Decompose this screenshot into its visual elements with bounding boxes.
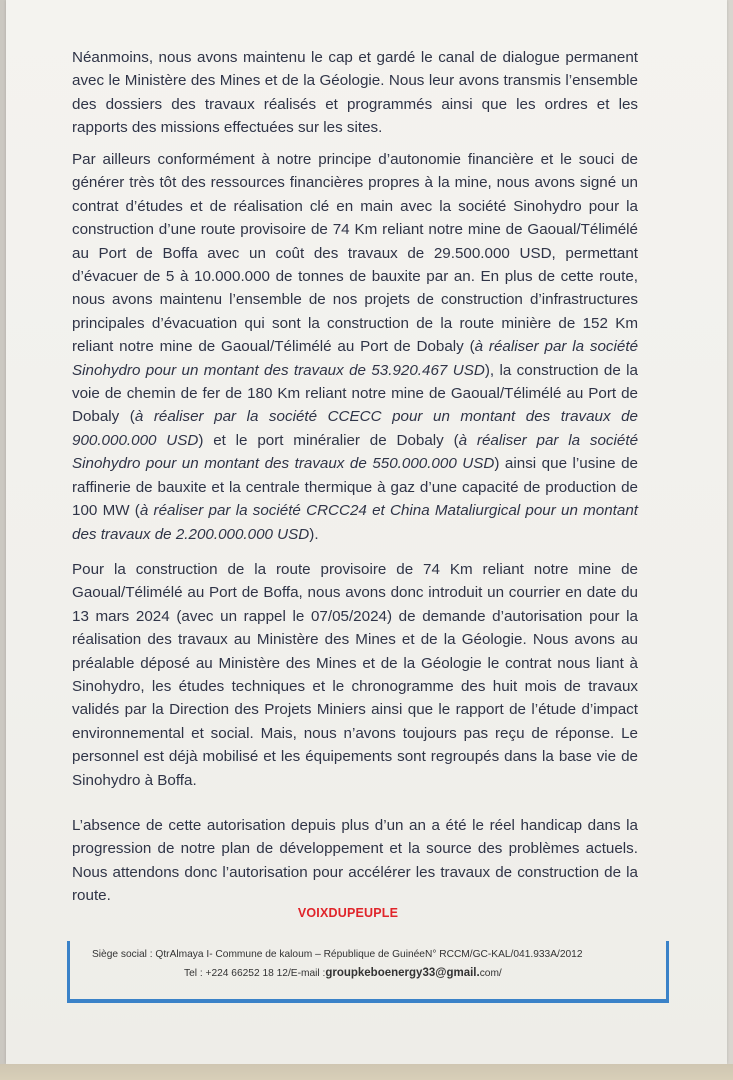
paragraph-projects-text-e: ).: [309, 525, 319, 543]
paragraph-projects-text-a: Par ailleurs conformément à notre principe d’autonomie financière et le souci de générer très tôt des ressources financières propres à la mine, nous avons signé un contrat d’études et de réalisation clé en main avec la société Sinohydro pour la construction d’une route provisoire de 74 Km reliant notre mine de Gaoual/Télimélé au Port de Boffa avec un coût des travaux de 29.500.000 USD, permettant d’évacuer de 5 à 10.000.000 de tonnes de bauxite par an. En plus de cette route, nous avons maintenu l’ensemble de nos projets de construction d’infrastructures principales d’évacuation qui sont la construction de la route minière de 152 Km reliant notre mine de Gaoual/Télimélé au Port de Dobaly (: [72, 151, 638, 356]
footer-contact: [184, 967, 502, 979]
paragraph-projects-italic-1: à réaliser par la société Sinohydro pour un montant des travaux de 53.920.467 USD: [72, 338, 639, 379]
footer-email-suffix: com/: [479, 968, 502, 979]
paragraph-authorization-request: Pour la construction de la route provisoire de 74 Km reliant notre mine de Gaoual/Télimélé au Port de Boffa, nous avons donc introduit un courrier en date du 13 mars 2024 (avec un rappel le 07/05/2024) de demande d’autorisation pour la réalisation des travaux au Ministère des Mines et de la Géologie. Nous avons au préalable déposé au Ministère des Mines et de la Géologie le contrat nous liant à Sinohydro, les études techniques et le chronogramme des huit mois de travaux validés par la Direction des Projets Miniers ainsi que le rapport de l’étude d’impact environnemental et social. Mais, nous n’avons toujours pas reçu de réponse. Le personnel est déjà mobilisé et les équipements sont regroupés dans la base vie de Sinohydro à Boffa.: [72, 561, 638, 789]
paragraph-projects-text-c: ) et le port minéralier de Dobaly (: [198, 431, 459, 449]
paragraph-projects-text-b: ), la construction de la voie de chemin de fer de 180 Km reliant notre mine de Gaoual/Télimélé au Port de Dobaly (: [72, 361, 639, 426]
paragraph-dialogue: Néanmoins, nous avons maintenu le cap et gardé le canal de dialogue permanent avec le Ministère des Mines et de la Géologie. Nous leur avons transmis l’ensemble des dossiers des travaux réalisés et programmés ainsi que les ordres et les rapports des missions effectuées sur les sites.: [72, 49, 638, 137]
footer-address: Siège social : QtrAlmaya I- Commune de kaloum – République de GuinéeN° RCCM/GC-KAL/041.933A/2012: [92, 949, 583, 960]
paragraph-projects: [72, 148, 638, 546]
footer-phone: Tel : +224 66252 18 12/E-mail :: [184, 968, 326, 979]
paragraph-projects-italic-3: à réaliser par la société Sinohydro pour un montant des travaux de 550.000.000 USD: [72, 431, 639, 473]
watermark-source: VOIXDUPEUPLE: [297, 906, 399, 920]
table-surface: [0, 1064, 733, 1080]
paragraph-projects-italic-4: à réaliser par la société CRCC24 et China Mataliurgical pour un montant des travaux de 2.200.000.000 USD: [72, 502, 638, 543]
letterhead-footer: [67, 941, 669, 1003]
paragraph-conclusion: L’absence de cette autorisation depuis plus d’un an a été le réel handicap dans la progression de notre plan de développement et la source des problèmes actuels. Nous attendons donc l’autorisation pour accélérer les travaux de construction de la route.: [72, 817, 638, 905]
paragraph-projects-italic-2: à réaliser par la société CCECC pour un montant des travaux de 900.000.000 USD: [72, 408, 639, 449]
paragraph-projects-text-d: ) ainsi que l’usine de raffinerie de bauxite et la centrale thermique à gaz d’une capacité de production de 100 MW (: [72, 455, 638, 520]
footer-email: groupkeboenergy33@gmail.: [325, 967, 480, 979]
